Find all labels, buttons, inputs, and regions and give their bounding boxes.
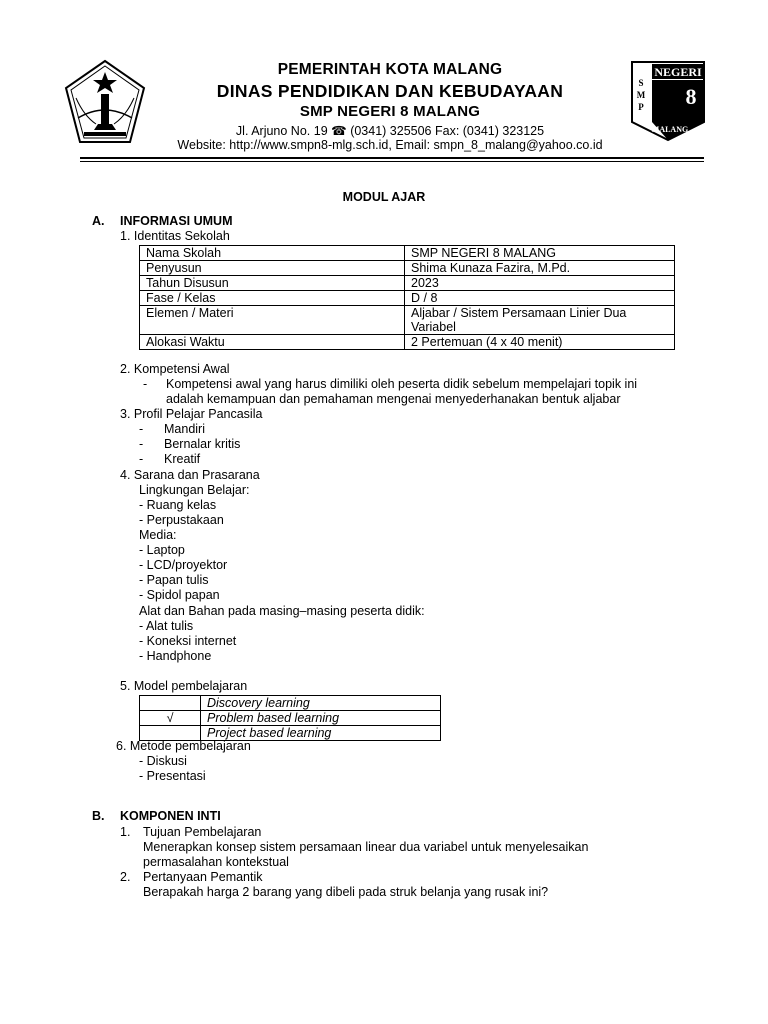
table-row (140, 696, 441, 711)
model-name: Discovery learning (201, 696, 441, 711)
tujuan-number: 1. (120, 825, 131, 839)
model-name: Problem based learning (201, 711, 441, 726)
tujuan-text-1: Menerapkan konsep sistem persamaan linear dua variabel untuk menyelesaikan (143, 840, 589, 854)
list-item: - Presentasi (139, 769, 206, 783)
sarana-line: - Papan tulis (139, 573, 209, 587)
profil-label: 3. Profil Pelajar Pancasila (120, 407, 263, 421)
model-check: √ (140, 711, 201, 726)
header-school: SMP NEGERI 8 MALANG (299, 103, 481, 120)
list-item: - Bernalar kritis (139, 437, 241, 451)
svg-text:P: P (638, 102, 644, 112)
sarana-line: - Ruang kelas (139, 498, 217, 512)
sarana-line: - Koneksi internet (139, 634, 237, 648)
pertanyaan-text: Berapakah harga 2 barang yang dibeli pada struk belanja yang rusak ini? (143, 885, 549, 899)
section-a-heading: INFORMASI UMUM (120, 214, 233, 228)
kompetensi-dash: - (143, 377, 148, 391)
pertanyaan-label: Pertanyaan Pemantik (143, 870, 263, 884)
header-government: PEMERINTAH KOTA MALANG (277, 61, 503, 78)
list-item: - Mandiri (139, 422, 205, 436)
header-department: DINAS PENDIDIKAN DAN KEBUDAYAAN (216, 81, 564, 101)
table-row (140, 276, 675, 291)
kompetensi-text-2: adalah kemampuan dan pemahaman mengenai menyederhanakan bentuk aljabar (166, 392, 621, 406)
table-row (140, 306, 675, 335)
table-row (140, 711, 441, 726)
sarana-line: Alat dan Bahan pada masing–masing peserta didik: (139, 604, 425, 618)
sarana-line: - Perpustakaan (139, 513, 224, 527)
document-title: MODUL AJAR (342, 190, 426, 204)
logo-number-text: 8 (685, 84, 697, 109)
svg-text:S: S (638, 78, 644, 88)
logo-malang-text: MALANG (651, 125, 689, 134)
sarana-line: Lingkungan Belajar: (139, 483, 250, 497)
model-check (140, 696, 201, 711)
table-row (140, 246, 675, 261)
list-item: - Diskusi (139, 754, 187, 768)
address-street: Jl. Arjuno No. 19 (235, 124, 328, 138)
section-b-label: B. (92, 809, 105, 823)
table-value: 2023 (405, 276, 675, 291)
identitas-table (139, 245, 675, 350)
table-row (140, 261, 675, 276)
sarana-label: 4. Sarana dan Prasarana (120, 468, 260, 482)
header-address (78, 123, 702, 138)
header-divider-thick (80, 157, 704, 159)
sarana-line: - LCD/proyektor (139, 558, 228, 572)
logo-negeri-text: NEGERI (654, 65, 702, 79)
sarana-line: - Alat tulis (139, 619, 194, 633)
sarana-line: - Spidol papan (139, 588, 220, 602)
table-key: Alokasi Waktu (140, 335, 405, 350)
model-label: 5. Model pembelajaran (120, 679, 248, 693)
table-value: SMP NEGERI 8 MALANG (405, 246, 675, 261)
list-item: - Kreatif (139, 452, 201, 466)
sarana-line: - Laptop (139, 543, 185, 557)
table-value: 2 Pertemuan (4 x 40 menit) (405, 335, 675, 350)
table-key: Fase / Kelas (140, 291, 405, 306)
tujuan-label: Tujuan Pembelajaran (143, 825, 262, 839)
model-table (139, 695, 441, 741)
sarana-line: - Handphone (139, 649, 212, 663)
kompetensi-text-1: Kompetensi awal yang harus dimiliki oleh peserta didik sebelum mempelajari topik ini (166, 377, 638, 391)
identitas-label: 1. Identitas Sekolah (120, 229, 230, 243)
section-a-label: A. (92, 214, 105, 228)
phone-icon: ☎ (331, 124, 347, 138)
table-row (140, 291, 675, 306)
table-key: Elemen / Materi (140, 306, 405, 335)
header-divider-thin (80, 161, 704, 162)
table-value: Aljabar / Sistem Persamaan Linier Dua Variabel (405, 306, 675, 335)
sarana-line: Media: (139, 528, 177, 542)
table-key: Nama Skolah (140, 246, 405, 261)
tujuan-text-2: permasalahan kontekstual (143, 855, 289, 869)
table-key: Penyusun (140, 261, 405, 276)
section-b-heading: KOMPONEN INTI (120, 809, 221, 823)
table-value: D / 8 (405, 291, 675, 306)
metode-label: 6. Metode pembelajaran (116, 739, 251, 753)
table-value: Shima Kunaza Fazira, M.Pd. (405, 261, 675, 276)
pertanyaan-number: 2. (120, 870, 131, 884)
model-name: Project based learning (201, 726, 441, 741)
smp-negeri-8-logo-icon (630, 60, 706, 142)
table-key: Tahun Disusun (140, 276, 405, 291)
header-website-email: Website: http://www.smpn8-mlg.sch.id, Email: smpn_8_malang@yahoo.co.id (177, 138, 603, 152)
kompetensi-label: 2. Kompetensi Awal (120, 362, 230, 376)
svg-text:M: M (636, 90, 646, 100)
table-row (140, 335, 675, 350)
address-phone-fax: (0341) 325506 Fax: (0341) 323125 (350, 124, 545, 138)
